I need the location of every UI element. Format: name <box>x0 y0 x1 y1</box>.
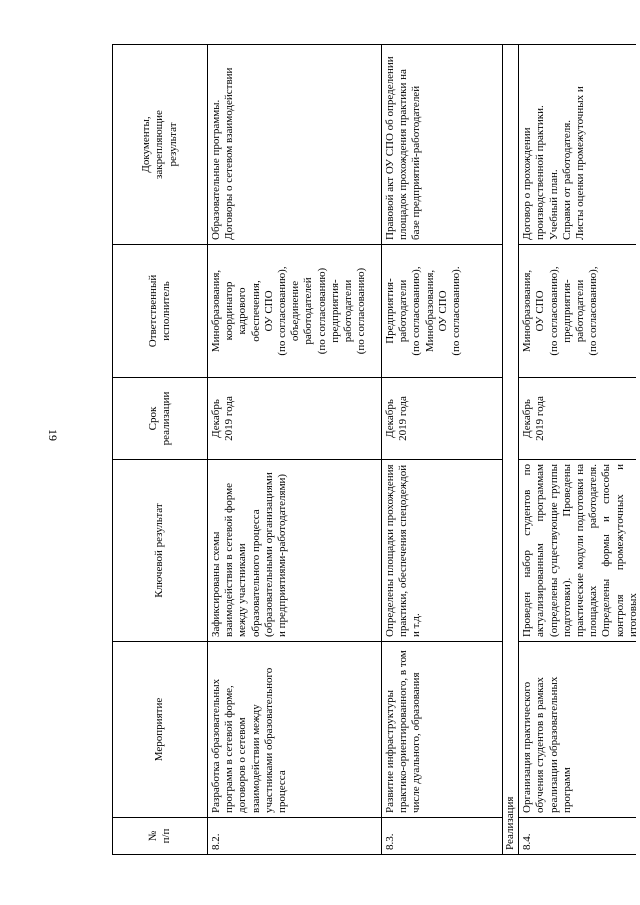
plan-table <box>112 44 639 855</box>
row-term: Декабрь 2019 года <box>208 378 382 460</box>
row-activity: Разработка образовательных программ в сетевой форме, договоров о сетевом взаимодействии между участниками образовательного процесса <box>208 642 382 818</box>
table-header-row <box>113 45 208 855</box>
row-documents: Образовательные программы. Договоры о сетевом взаимодействии <box>208 45 382 245</box>
row-documents-text: Договор о прохождении производственной практики. Учебный план. Справки от работодателя. Листы оценки промежуточных и <box>521 86 587 240</box>
header-num: № п/п <box>113 818 208 855</box>
rotated-table-container <box>112 45 639 855</box>
row-num: 8.3. <box>382 818 503 855</box>
page-number: 19 <box>46 429 60 441</box>
header-activity: Мероприятие <box>113 642 208 818</box>
header-term: Срок реализации <box>113 378 208 460</box>
row-term <box>519 378 637 460</box>
table-row <box>208 45 382 855</box>
row-num: 8.2. <box>208 818 382 855</box>
section-row <box>503 45 519 855</box>
row-result-text: Проведен набор студентов по актуализированным программам (определены существующие группы подготовки). Проведены практические модули подготовки на площадках работодателя. Определены формы и способы контроля промежуточных и итоговых <box>521 464 639 637</box>
header-result: Ключевой результат <box>113 460 208 642</box>
row-executor: Предприятия- работодатели (по согласованию), Минобразования, ОУ СПО (по согласованию). <box>382 245 503 378</box>
header-documents: Документы, закрепляющие результат <box>113 45 208 245</box>
row-result <box>519 460 637 642</box>
row-result: Определены площадки прохождения практики, обеспечения спецодеждой и т.д. <box>382 460 503 642</box>
row-documents <box>519 45 637 245</box>
row-executor: Минобразования, координатор кадрового обеспечения, ОУ СПО (по согласованию), объединение работодателей (по согласованию) предприятия- работодатели (по согласованию) <box>208 245 382 378</box>
row-activity <box>519 642 637 818</box>
row-result: Зафиксированы схемы взаимодействия в сетевой форме между участниками образовательного процесса (образовательными организациями и предприятиями-работодателями) <box>208 460 382 642</box>
header-executor: Ответственный исполнитель <box>113 245 208 378</box>
row-term-text: Декабрь 2019 года <box>521 396 547 441</box>
row-activity-text: Организация практического обучения студентов в рамках реализации образовательных программ <box>521 676 573 813</box>
row-num-text: 8.4. <box>521 833 534 850</box>
row-executor-text: Минобразования, ОУ СПО (по согласованию), предприятия- работодатели (по согласованию), <box>521 266 600 356</box>
row-activity: Развитие инфраструктуры практико-ориентированного, в том числе дуального, образования <box>382 642 503 818</box>
table-row <box>519 45 637 855</box>
row-executor <box>519 245 637 378</box>
table-row <box>382 45 503 855</box>
section-label: Реализация <box>503 45 519 855</box>
row-documents: Правовой акт ОУ СПО об определении площадок прохождения практики на базе предприятий-работодателей <box>382 45 503 245</box>
row-term: Декабрь 2019 года <box>382 378 503 460</box>
row-num <box>519 818 637 855</box>
